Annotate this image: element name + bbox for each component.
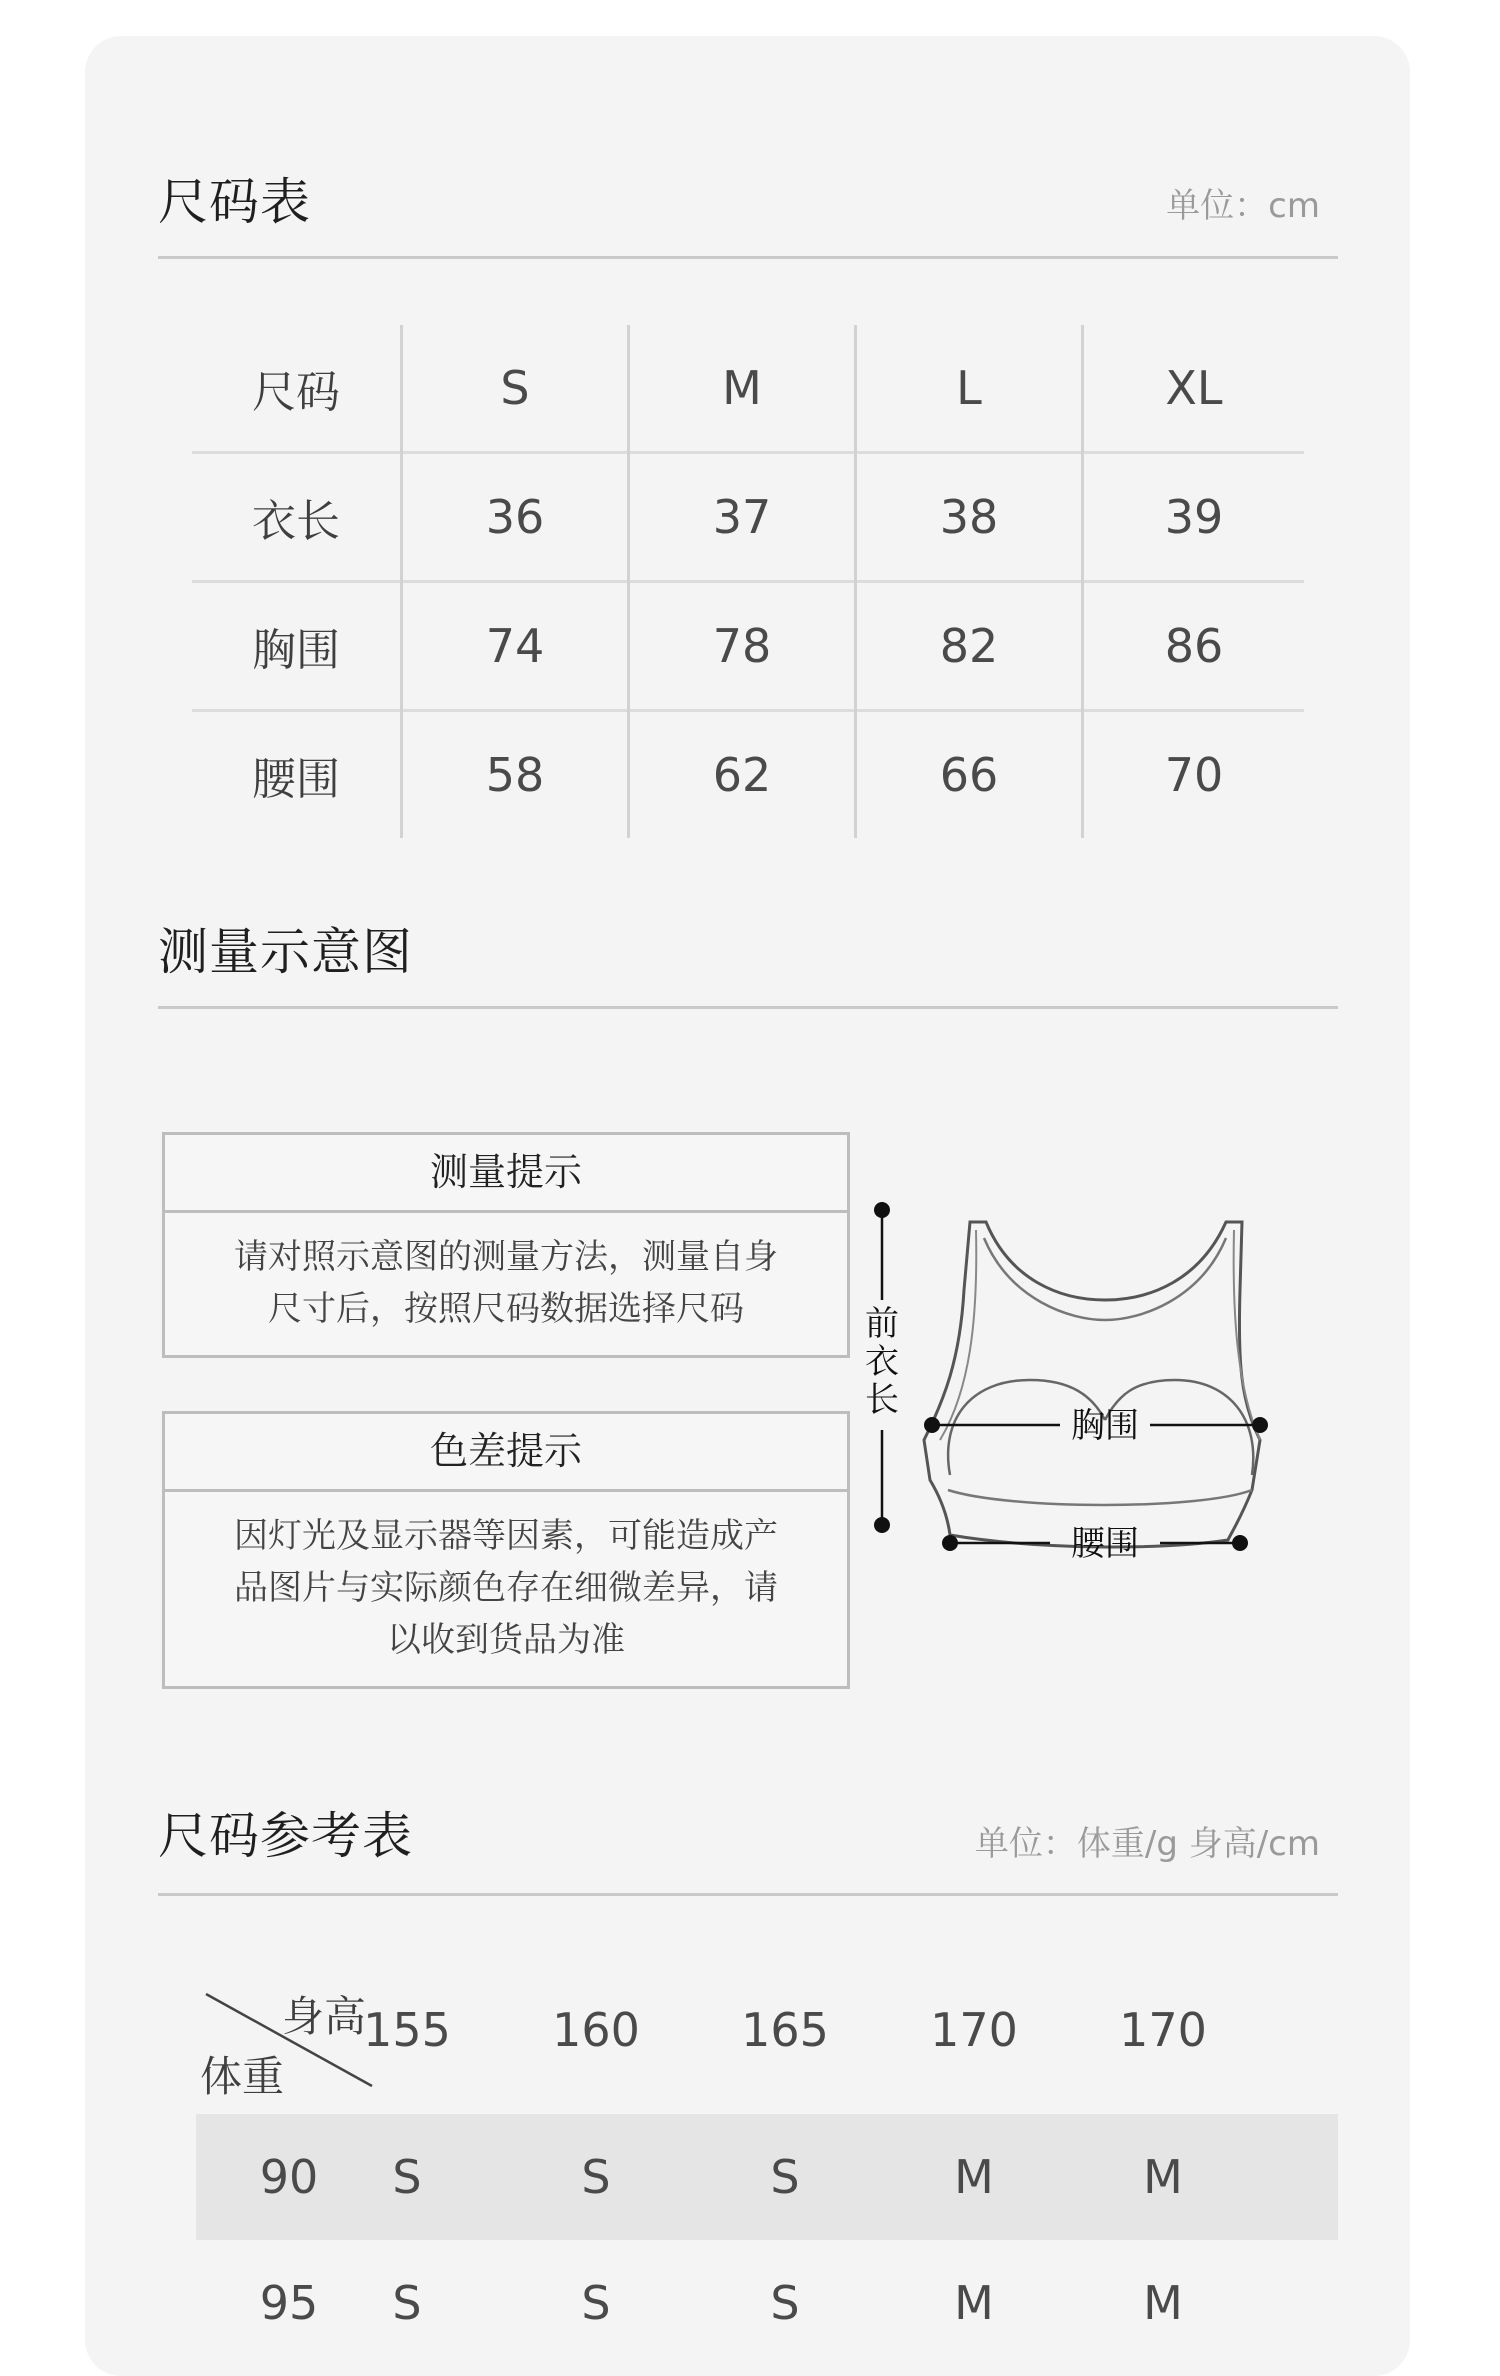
diagram-divider (158, 1006, 1338, 1009)
bra-measurement-diagram (860, 1190, 1300, 1610)
tip-line: 以收到货品为准 (387, 1620, 625, 1660)
size-header-cell: S (402, 325, 629, 453)
tip-line: 尺寸后，按照尺码数据选择尺码 (268, 1289, 744, 1329)
row-label: 衣长 (192, 453, 402, 582)
table-cell: 82 (856, 582, 1083, 711)
chest-dot-right (1252, 1417, 1268, 1433)
row-label: 腰围 (192, 711, 402, 839)
size-cell: S (581, 2150, 611, 2204)
reference-chart-title: 尺码参考表 (158, 1807, 413, 1865)
table-cell: 66 (856, 711, 1083, 839)
measure-tip-body (165, 1213, 847, 1335)
length-dot-bottom (874, 1517, 890, 1533)
chest-dot-left (924, 1417, 940, 1433)
color-tip-body (165, 1492, 847, 1666)
table-cell: 62 (629, 711, 856, 839)
table-cell: 86 (1083, 582, 1305, 711)
table-cell: 37 (629, 453, 856, 582)
size-cell: M (1143, 2276, 1183, 2330)
garment-inner-outline (984, 1238, 1226, 1320)
size-header-cell: 尺码 (252, 367, 340, 418)
length-label-char: 前 (865, 1304, 899, 1344)
reference-header-row (196, 1960, 1338, 2100)
table-cell: 78 (629, 582, 856, 711)
table-row (196, 2240, 1338, 2366)
size-cell: M (1143, 2150, 1183, 2204)
table-cell: 36 (402, 453, 629, 582)
table-row (192, 582, 1304, 711)
size-cell: S (581, 2276, 611, 2330)
size-cell: S (392, 2150, 422, 2204)
weight-cell: 90 (259, 2150, 319, 2204)
tip-line: 品图片与实际颜色存在细微差异，请 (234, 1568, 778, 1608)
measure-tip-box (162, 1132, 850, 1358)
reference-chart-divider (158, 1893, 1338, 1896)
length-label-char: 衣 (865, 1342, 899, 1382)
height-header: 160 (552, 2003, 640, 2057)
size-table (192, 325, 1304, 838)
tip-line: 请对照示意图的测量方法，测量自身 (234, 1237, 778, 1277)
height-header: 155 (363, 2003, 451, 2057)
size-chart-divider (158, 256, 1338, 259)
size-chart-title: 尺码表 (158, 173, 311, 231)
table-row (192, 711, 1304, 839)
waist-label: 腰围 (1071, 1524, 1139, 1564)
table-cell: 38 (856, 453, 1083, 582)
waist-dot-right (1232, 1535, 1248, 1551)
size-table-header-row (192, 325, 1304, 453)
size-header-cell: XL (1083, 325, 1305, 453)
size-chart-unit: 单位：cm (1166, 186, 1320, 226)
row-label: 胸围 (192, 582, 402, 711)
table-row (196, 2114, 1338, 2240)
size-cell: S (392, 2276, 422, 2330)
height-header: 165 (741, 2003, 829, 2057)
table-cell: 39 (1083, 453, 1305, 582)
diagram-title: 测量示意图 (158, 923, 413, 981)
height-header: 170 (1119, 2003, 1207, 2057)
height-header: 170 (930, 2003, 1018, 2057)
size-cell: M (954, 2276, 994, 2330)
tip-line: 因灯光及显示器等因素，可能造成产 (234, 1516, 778, 1556)
color-tip-box (162, 1411, 850, 1689)
chest-label: 胸围 (1071, 1406, 1139, 1446)
reference-chart-unit: 单位：体重/g 身高/cm (974, 1824, 1320, 1864)
size-cell: S (770, 2150, 800, 2204)
color-tip-title: 色差提示 (165, 1414, 847, 1492)
table-row (192, 453, 1304, 582)
corner-weight-label: 体重 (200, 2052, 285, 2101)
underband-line (948, 1490, 1252, 1505)
table-cell: 74 (402, 582, 629, 711)
measure-tip-title: 测量提示 (165, 1135, 847, 1213)
table-cell: 58 (402, 711, 629, 839)
table-cell: 70 (1083, 711, 1305, 839)
length-dot-top (874, 1202, 890, 1218)
corner-height-label: 身高 (282, 1992, 367, 2041)
size-header-cell: L (856, 325, 1083, 453)
size-cell: M (954, 2150, 994, 2204)
weight-cell: 95 (259, 2276, 319, 2330)
length-label-char: 长 (865, 1380, 899, 1420)
waist-dot-left (942, 1535, 958, 1551)
size-cell: S (770, 2276, 800, 2330)
size-header-cell: M (629, 325, 856, 453)
